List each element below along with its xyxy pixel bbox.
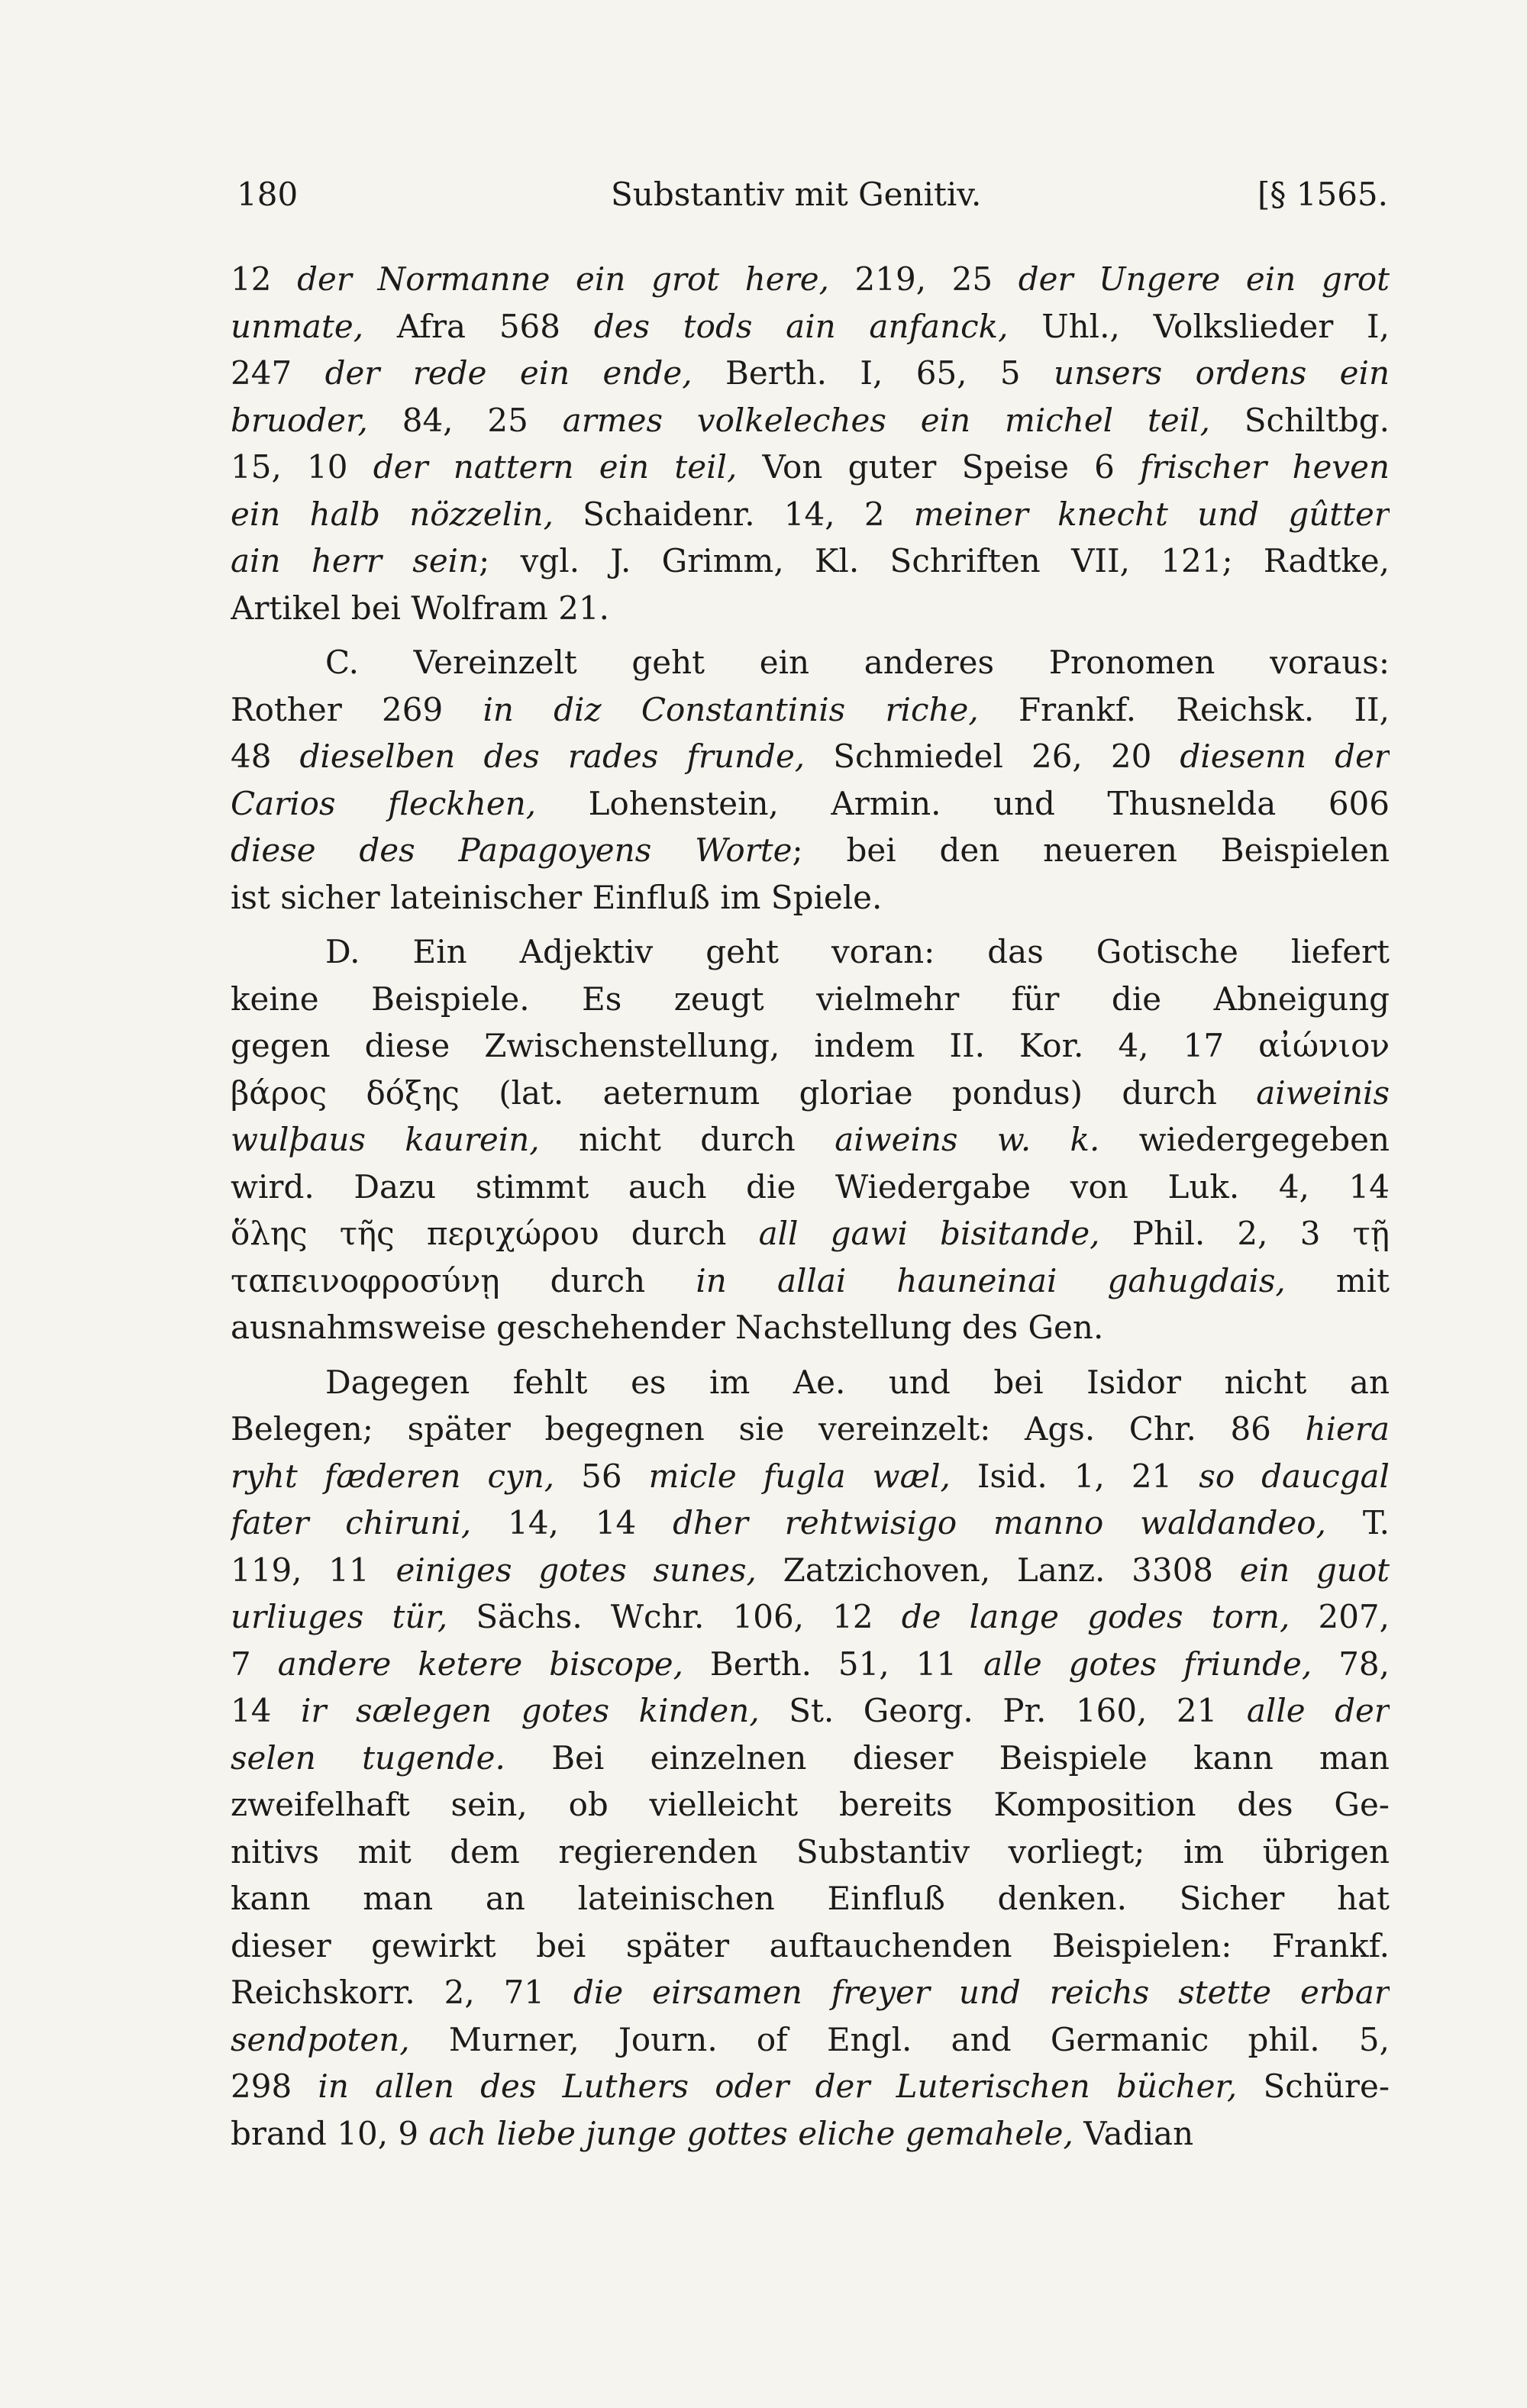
text-run: wiedergegeben — [1099, 1121, 1390, 1158]
text-run: 12 — [231, 260, 298, 298]
text-line — [231, 1304, 1390, 1351]
italic-quote: alle gotes friunde, — [983, 1645, 1312, 1683]
text-run: Berth. 51, 11 — [683, 1645, 983, 1683]
text-run: Belegen; später begegnen sie vereinzelt: Ags. Chr. 86 — [231, 1410, 1306, 1448]
text-line — [231, 1499, 1390, 1547]
italic-quote: aiweinis — [1256, 1073, 1390, 1112]
text-line — [231, 1969, 1390, 2016]
text-run: ὅλης τῆς περιχώρου durch — [231, 1215, 759, 1252]
text-run: 48 — [231, 738, 300, 775]
italic-quote: bruoder, — [231, 401, 368, 439]
italic-quote: armes volkeleches ein michel teil, — [562, 401, 1210, 439]
text-line — [231, 537, 1390, 585]
text-run: D. Ein Adjektiv geht voran: das Gotische liefert — [325, 933, 1390, 970]
text-line — [231, 1406, 1390, 1453]
text-line — [231, 1593, 1390, 1641]
italic-quote: hiera — [1305, 1410, 1390, 1448]
text-run: Berth. I, 65, 5 — [692, 354, 1054, 392]
text-run: ταπεινοφροσύνῃ durch — [231, 1261, 696, 1299]
italic-quote: in diz Constantinis riche, — [483, 690, 979, 728]
text-run: gegen diese Zwischenstellung, indem II. Kor. 4, 17 αἰώνιον — [231, 1027, 1390, 1064]
italic-quote: micle fugla wæl, — [648, 1457, 951, 1495]
text-run: kann man an lateinischen Einfluß denken. Sicher hat — [231, 1880, 1390, 1917]
italic-quote: sendpoten, — [231, 2020, 410, 2058]
running-title: Substantiv mit Genitiv. — [611, 176, 982, 213]
text-line — [231, 1641, 1390, 1688]
text-run: 78, — [1312, 1645, 1390, 1683]
text-line — [231, 444, 1390, 491]
text-line — [231, 2110, 1390, 2158]
text-run: 219, 25 — [828, 260, 1019, 298]
text-run: Zatzichoven, Lanz. 3308 — [756, 1551, 1240, 1589]
page-number: 180 — [237, 176, 299, 213]
text-line — [231, 1875, 1390, 1922]
body-text — [231, 256, 1390, 2157]
text-run: 119, 11 — [231, 1551, 396, 1589]
page-header — [237, 176, 1388, 221]
italic-quote: all gawi bisitande, — [758, 1215, 1100, 1252]
italic-quote: urliuges tür, — [231, 1598, 448, 1635]
text-run: Sächs. Wchr. 106, 12 — [447, 1598, 902, 1635]
text-run: 247 — [231, 354, 325, 392]
text-run: Lohenstein, Armin. und Thusnelda 606 — [536, 784, 1390, 822]
text-run: 7 — [231, 1645, 278, 1683]
text-run: keine Beispiele. Es zeugt vielmehr für die Abneigung — [231, 980, 1390, 1018]
text-line — [231, 1687, 1390, 1735]
text-line — [231, 1070, 1390, 1117]
text-run: nitivs mit dem regierenden Substantiv vorliegt; im übrigen — [231, 1832, 1390, 1871]
italic-quote: meiner knecht und gûtter — [913, 495, 1390, 533]
text-run: 84, 25 — [367, 401, 563, 439]
text-run: βάρος δόξης (lat. aeternum gloriae pondus) durch — [231, 1073, 1257, 1112]
text-run: T. — [1325, 1504, 1390, 1541]
text-run: ; bei den neueren Beispielen — [792, 831, 1390, 869]
italic-quote: frischer heven — [1140, 448, 1390, 486]
italic-quote: die eirsamen freyer und reichs stette erbar — [573, 1974, 1390, 2011]
italic-quote: der nattern ein teil, — [373, 448, 738, 486]
text-line — [231, 585, 1390, 632]
text-run: wird. Dazu stimmt auch die Wiedergabe von Luk. 4, 14 — [231, 1167, 1390, 1206]
text-line — [231, 256, 1390, 303]
text-run: nicht durch — [539, 1121, 835, 1158]
text-run: ausnahmsweise geschehender Nachstellung des Gen. — [231, 1309, 1104, 1346]
text-run: Dagegen fehlt es im Ae. und bei Isidor nicht an — [325, 1363, 1390, 1401]
text-line — [231, 1210, 1390, 1257]
text-run: Murner, Journ. of Engl. and Germanic phil. 5, — [409, 2020, 1390, 2058]
text-line — [231, 1359, 1390, 1406]
text-run: Von guter Speise 6 — [737, 448, 1141, 486]
italic-quote: Carios fleckhen, — [231, 784, 537, 822]
text-line — [231, 397, 1390, 444]
text-run: Schmiedel 26, 20 — [805, 738, 1180, 775]
text-run: Bei einzelnen dieser Beispiele kann man — [505, 1738, 1390, 1777]
italic-quote: dher rehtwisigo manno waldandeo, — [673, 1504, 1326, 1541]
text-line — [231, 1022, 1390, 1070]
text-line — [231, 1735, 1390, 1782]
italic-quote: der Normanne ein grot here, — [297, 260, 829, 298]
text-run: 14, 14 — [471, 1504, 673, 1541]
text-line — [231, 686, 1390, 734]
italic-quote: in allen des Luthers oder der Luterischen bücher, — [318, 2067, 1238, 2105]
italic-quote: der Ungere ein grot — [1018, 260, 1390, 298]
italic-quote: diese des Papagoyens Worte — [231, 831, 793, 869]
text-run: Vadian — [1073, 2114, 1194, 2152]
text-run: Afra 568 — [363, 307, 594, 345]
italic-quote: alle der — [1246, 1692, 1390, 1729]
text-line — [231, 350, 1390, 397]
text-run: Schaidenr. 14, 2 — [553, 495, 914, 533]
italic-quote: fater chiruni, — [231, 1504, 472, 1541]
text-line — [231, 2016, 1390, 2064]
text-line — [231, 1164, 1390, 1211]
text-run: mit — [1285, 1261, 1390, 1299]
section-number: [§ 1565. — [1257, 176, 1388, 213]
text-line — [231, 1453, 1390, 1500]
italic-quote: unsers ordens ein — [1054, 354, 1390, 392]
text-line — [231, 827, 1390, 874]
text-run: dieser gewirkt bei später auftauchenden Beispielen: Frankf. — [231, 1926, 1390, 1964]
text-line — [231, 491, 1390, 538]
text-run: ; vgl. J. Grimm, Kl. Schriften VII, 121; Radtke, — [479, 542, 1390, 579]
text-line — [231, 928, 1390, 976]
italic-quote: ir sælegen gotes kinden, — [300, 1692, 760, 1729]
text-line — [231, 1257, 1390, 1305]
italic-quote: ein halb nözzelin, — [231, 495, 554, 533]
text-run: 14 — [231, 1692, 301, 1729]
italic-quote: des tods ain anfanck, — [593, 307, 1009, 345]
text-line — [231, 1547, 1390, 1594]
text-line — [231, 303, 1390, 350]
italic-quote: andere ketere biscope, — [277, 1645, 683, 1683]
italic-quote: der rede ein ende, — [324, 354, 692, 392]
text-run: 298 — [231, 2067, 318, 2105]
text-run: Isid. 1, 21 — [950, 1457, 1199, 1495]
text-run: zweifelhaft sein, ob vielleicht bereits Komposition des Ge- — [231, 1786, 1390, 1823]
text-run: Phil. 2, 3 τῇ — [1099, 1215, 1390, 1252]
text-line — [231, 639, 1390, 686]
text-run: ist sicher lateinischer Einfluß im Spiele. — [231, 878, 883, 916]
text-run: 56 — [554, 1457, 649, 1495]
text-run: brand 10, 9 — [231, 2114, 429, 2152]
italic-quote: so daucgal — [1199, 1457, 1390, 1495]
italic-quote: aiweins w. k. — [835, 1121, 1100, 1158]
italic-quote: ach liebe junge gottes eliche gemahele, — [428, 2114, 1073, 2152]
text-run: C. Vereinzelt geht ein anderes Pronomen voraus: — [325, 644, 1390, 681]
text-run: Artikel bei Wolfram 21. — [231, 589, 610, 627]
italic-quote: einiges gotes sunes, — [395, 1551, 757, 1589]
text-line — [231, 874, 1390, 922]
text-run: Rother 269 — [231, 690, 483, 728]
italic-quote: ryht fæderen cyn, — [231, 1457, 555, 1495]
italic-quote: diesenn der — [1180, 738, 1390, 775]
italic-quote: wulþaus kaurein, — [231, 1121, 540, 1158]
text-run: Schüre- — [1237, 2067, 1390, 2105]
text-line — [231, 780, 1390, 828]
text-run: Uhl., Volkslieder I, — [1008, 307, 1390, 345]
italic-quote: unmate, — [231, 307, 364, 345]
text-line — [231, 1829, 1390, 1876]
italic-quote: in allai hauneinai gahugdais, — [696, 1261, 1286, 1299]
text-line — [231, 1116, 1390, 1164]
italic-quote: ein guot — [1239, 1551, 1390, 1589]
italic-quote: de lange godes torn, — [901, 1598, 1290, 1635]
italic-quote: dieselben des rades frunde, — [299, 738, 805, 775]
text-line — [231, 733, 1390, 780]
text-run: 15, 10 — [231, 448, 373, 486]
text-line — [231, 2063, 1390, 2110]
italic-quote: ain herr sein — [231, 542, 479, 579]
text-line — [231, 1922, 1390, 1970]
text-line — [231, 976, 1390, 1023]
text-line — [231, 1781, 1390, 1829]
text-run: Reichskorr. 2, 71 — [231, 1974, 574, 2011]
text-run: St. Georg. Pr. 160, 21 — [759, 1692, 1247, 1729]
text-run: 207, — [1290, 1598, 1390, 1635]
text-run: Schiltbg. — [1209, 401, 1390, 439]
text-run: Frankf. Reichsk. II, — [978, 690, 1390, 728]
italic-quote: selen tugende. — [231, 1738, 505, 1777]
